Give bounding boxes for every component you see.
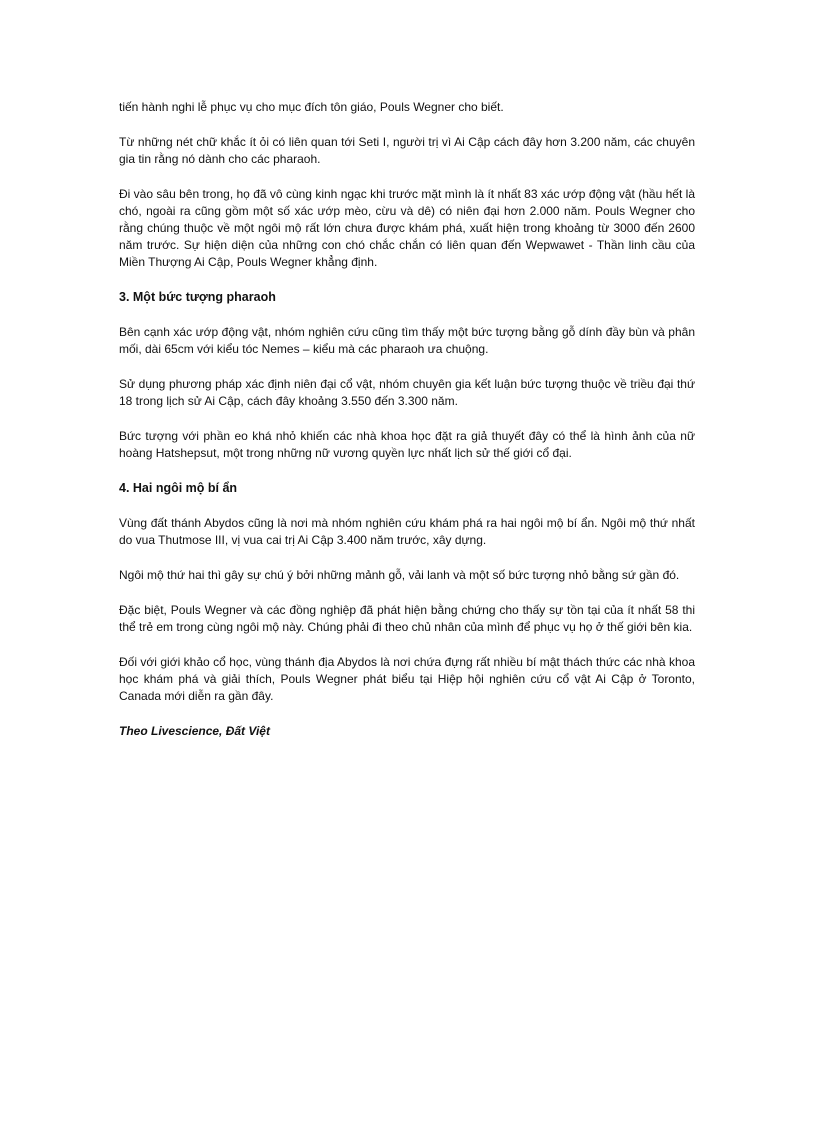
paragraph-section4-1: Vùng đất thánh Abydos cũng là nơi mà nhóm nghiên cứu khám phá ra hai ngôi mộ bí ẩn. Ngôi mộ thứ nhất do vua Thutmose III, vị vua cai trị Ai Cập 3.400 năm trước, xây dựng. [119, 516, 695, 547]
paragraph-section3-2: Sử dụng phương pháp xác định niên đại cổ vật, nhóm chuyên gia kết luận bức tượng thuộc về triều đại thứ 18 trong lịch sử Ai Cập, cách đây khoảng 3.550 đến 3.300 năm. [119, 377, 695, 408]
paragraph-intro-2: Từ những nét chữ khắc ít ỏi có liên quan tới Seti I, người trị vì Ai Cập cách đây hơn 3.200 năm, các chuyên gia tin rằng nó dành cho các pharaoh. [119, 135, 695, 166]
paragraph-section4-2: Ngôi mộ thứ hai thì gây sự chú ý bởi những mảnh gỗ, vải lanh và một số bức tượng nhỏ bằng sứ gần đó. [119, 568, 680, 582]
source-credit: Theo Livescience, Đất Việt [119, 724, 270, 738]
section-heading-4: 4. Hai ngôi mộ bí ẩn [119, 481, 238, 495]
paragraph-section3-1: Bên cạnh xác ướp động vật, nhóm nghiên cứu cũng tìm thấy một bức tượng bằng gỗ dính đầy bùn và phân mối, dài 65cm với kiểu tóc Nemes – kiểu mà các pharaoh ưa chuộng. [119, 325, 695, 356]
paragraph-section4-3: Đặc biệt, Pouls Wegner và các đồng nghiệp đã phát hiện bằng chứng cho thấy sự tồn tại của ít nhất 58 thi thể trẻ em trong cùng ngôi mộ này. Chúng phải đi theo chủ nhân của mình để phục vụ họ ở thế giới bên kia. [119, 603, 695, 634]
paragraph-intro-3: Đi vào sâu bên trong, họ đã vô cùng kinh ngạc khi trước mặt mình là ít nhất 83 xác ướp động vật (hầu hết là chó, ngoài ra cũng gồm một số xác ướp mèo, cừu và dê) có niên đại hơn 2.000 năm. Pouls Wegner cho rằng chúng thuộc về một ngôi mộ rất lớn chưa được khám phá, xuất hiện trong khoảng từ 3000 đến 2600 năm trước. Sự hiện diện của những con chó chắc chắn có liên quan đến Wepwawet - Thần linh cầu của Miền Thượng Ai Cập, Pouls Wegner khẳng định. [119, 187, 695, 269]
paragraph-section4-4: Đối với giới khảo cổ học, vùng thánh địa Abydos là nơi chứa đựng rất nhiều bí mật thách thức các nhà khoa học khám phá và giải thích, Pouls Wegner phát biểu tại Hiệp hội nghiên cứu cổ vật Ai Cập ở Toronto, Canada mới diễn ra gần đây. [119, 655, 695, 703]
paragraph-intro-1: tiến hành nghi lễ phục vụ cho mục đích tôn giáo, Pouls Wegner cho biết. [119, 100, 504, 114]
paragraph-section3-3: Bức tượng với phần eo khá nhỏ khiến các nhà khoa học đặt ra giả thuyết đây có thể là hình ảnh của nữ hoàng Hatshepsut, một trong những nữ vương quyền lực nhất lịch sử thế giới cổ đại. [119, 429, 695, 460]
section-heading-3: 3. Một bức tượng pharaoh [119, 290, 276, 304]
document-page [119, 99, 695, 740]
